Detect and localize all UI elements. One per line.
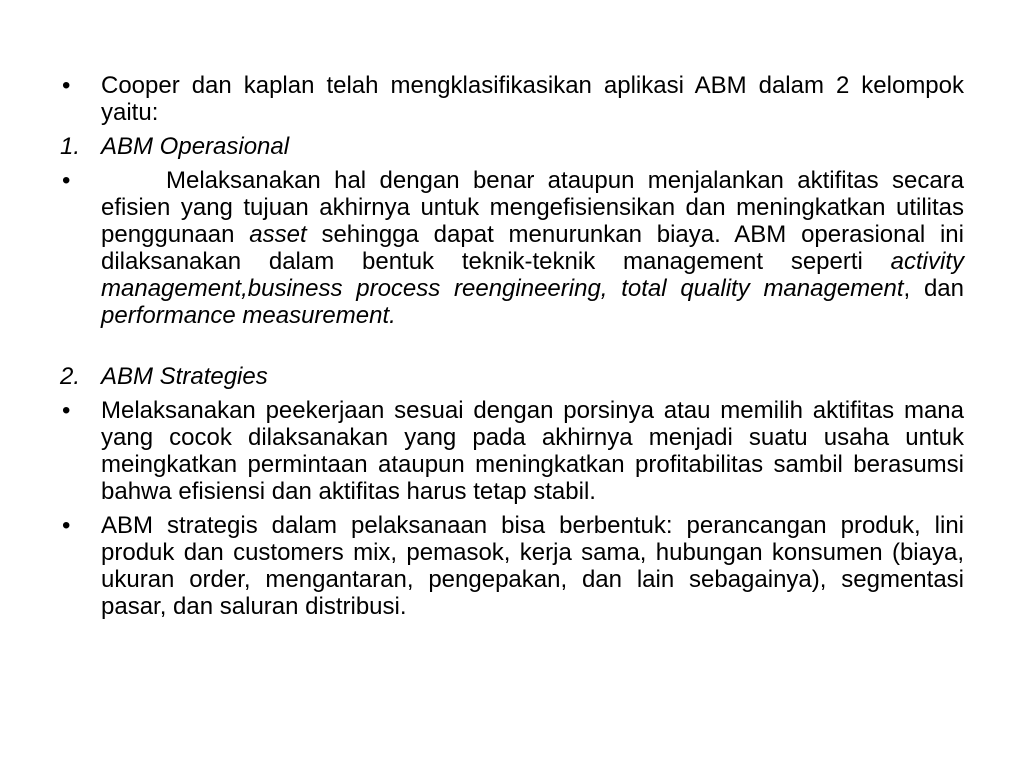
section2-number: 2. bbox=[60, 363, 81, 390]
bullet-icon: • bbox=[62, 512, 71, 539]
bullet-icon: • bbox=[62, 72, 71, 99]
text-run: sehingga dapat menurunkan biaya. ABM operasional ini dilaksanakan dalam bentuk teknik-teknik management seperti bbox=[101, 221, 964, 275]
section2-bullet-2-text: ABM strategis dalam pelaksanaan bisa berbentuk: perancangan produk, lini produk dan customers mix, pemasok, kerja sama, hubungan konsumen (biaya, ukuran order, mengantaran, pengepakan, dan lain sebagainya), segmentasi pasar, dan saluran distribusi. bbox=[101, 512, 964, 620]
section2-bullet-1 bbox=[60, 397, 964, 505]
section1-heading bbox=[60, 133, 964, 160]
slide-content bbox=[60, 72, 964, 620]
intro-bullet bbox=[60, 72, 964, 126]
section1-number: 1. bbox=[60, 133, 81, 160]
intro-text: Cooper dan kaplan telah mengklasifikasikan aplikasi ABM dalam 2 kelompok yaitu: bbox=[101, 72, 964, 126]
section2-heading bbox=[60, 363, 964, 390]
italic-run: activity management,business process reengineering, total quality management bbox=[101, 248, 964, 302]
section1-bullet-text bbox=[101, 167, 964, 329]
italic-run: asset bbox=[249, 221, 307, 248]
section2-bullet-1-text: Melaksanakan peekerjaan sesuai dengan porsinya atau memilih aktifitas mana yang cocok dilaksanakan yang pada akhirnya menjadi suatu usaha untuk meingkatkan permintaan ataupun meningkatkan profitabilitas sambil berasumsi bahwa efisiensi dan aktifitas harus tetap stabil. bbox=[101, 397, 964, 505]
section2-title: ABM Strategies bbox=[101, 363, 268, 390]
section1-bullet bbox=[60, 167, 964, 329]
section2-bullet-2 bbox=[60, 512, 964, 620]
section1-title: ABM Operasional bbox=[101, 133, 290, 160]
bullet-icon: • bbox=[62, 397, 71, 424]
text-run: Melaksanakan hal dengan benar ataupun menjalankan aktifitas secara efisien yang tujuan akhirnya untuk mengefisiensikan dan meningkatkan utilitas penggunaan bbox=[101, 167, 964, 248]
text-run: , dan bbox=[903, 275, 964, 302]
italic-run: performance measurement. bbox=[101, 302, 396, 329]
bullet-icon: • bbox=[62, 167, 71, 194]
